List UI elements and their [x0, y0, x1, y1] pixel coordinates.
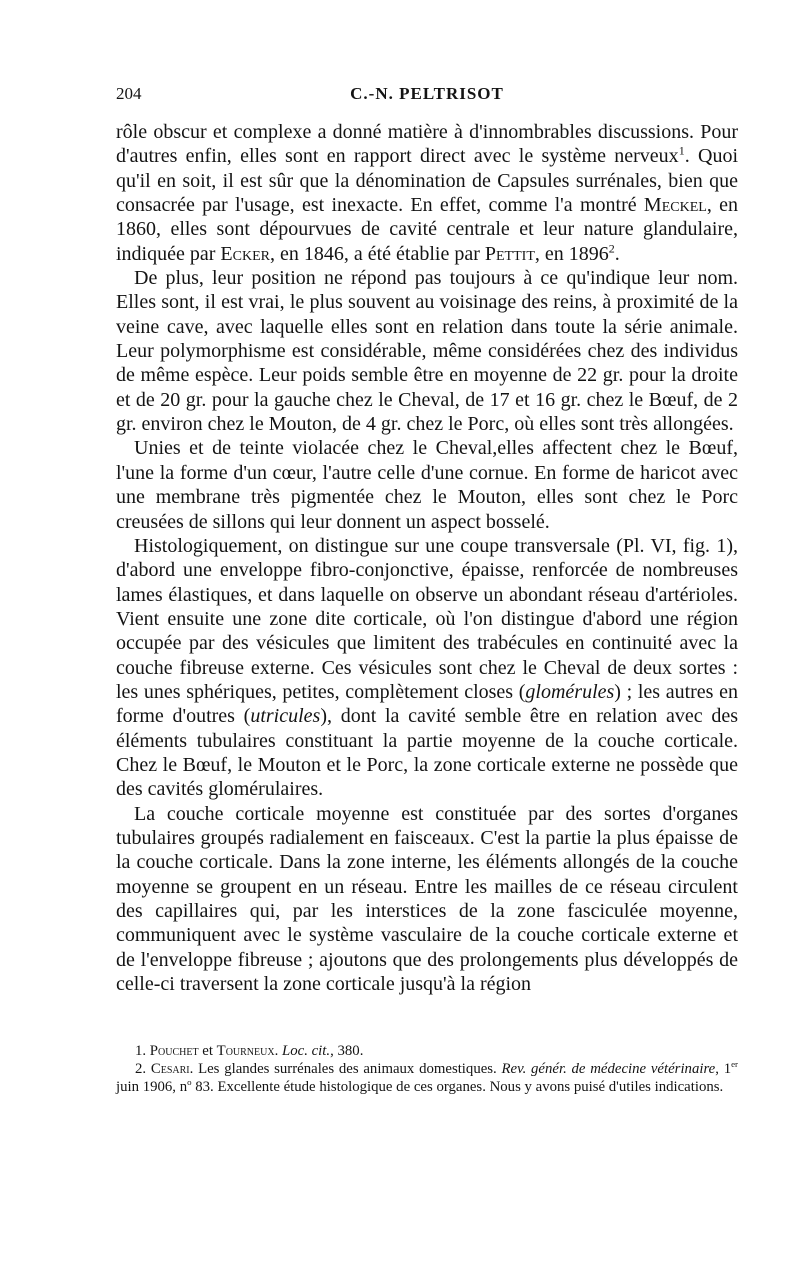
body-text [116, 120, 738, 996]
author-name: Ecker [220, 242, 270, 265]
text-run: , en 1860, elles sont dépourvues de cavité centrale et leur nature glandulaire, indiquée par [116, 194, 738, 265]
text-run: 2. [135, 1061, 151, 1078]
text-run: De plus, leur position ne répond pas toujours à ce qu'indique leur nom. Elles sont, il est vrai, le plus souvent au voisinage des reins, à proximité de la veine cave, avec laquelle elles sont en relation dans toute la série animale. Leur polymorphisme est considérable, même considérées chez des individus de même espèce. Leur poids semble être en moyenne de 22 gr. pour la droite et de 20 gr. pour la gauche chez le Cheval, de 17 et 16 gr. chez le Bœuf, de 2 gr. environ chez le Mouton, de 4 gr. chez le Porc, où elles sont très allongées. [116, 267, 738, 436]
text-run: , en 1846, a été établie par [269, 242, 485, 265]
text-run: Histologiquement, on distingue sur une coupe transversale (Pl. VI, fig. 1), d'abord une enveloppe fibro-conjonctive, épaisse, renforcée de nombreuses lames élastiques, et dans laquelle on observe un abondant réseau d'artérioles. Vient ensuite une zone dite corticale, où l'on distingue d'abord une région occupée par des vésicules que limitent des trabécules en continuité avec la couche fibreuse externe. Ces vésicules sont chez le Cheval de deux sortes : les unes sphériques, petites, complètement closes ( [116, 534, 738, 703]
text-run: 83. Excellente étude histologique de ces organes. Nous y avons puisé d'utiles indications. [191, 1079, 724, 1096]
text-run: juin 1906, n [116, 1079, 188, 1096]
text-run: , 380. [330, 1043, 364, 1060]
text-run: et [198, 1043, 217, 1060]
author-name: Pouchet [149, 1043, 199, 1060]
paragraph-3 [116, 436, 738, 533]
footnote-2 [116, 1060, 738, 1096]
paragraph-1 [116, 120, 738, 266]
text-run: 1. [135, 1043, 150, 1060]
paragraph-4 [116, 534, 738, 802]
page-number: 204 [116, 84, 142, 103]
running-title: C.-N. PELTRISOT [350, 84, 504, 103]
author-name: Pettit [484, 242, 535, 265]
author-name: Meckel [643, 194, 707, 217]
italic-text: Loc. cit. [282, 1043, 331, 1060]
text-run: La couche corticale moyenne est constituée par des sortes d'organes tubulaires groupés radialement en faisceaux. C'est la partie la plus épaisse de la couche corticale. Dans la zone interne, les éléments allongés de la couche moyenne se groupent en un réseau. Entre les mailles de ce réseau circulent des capillaires qui, par les interstices de la zone fasciculée moyenne, communiquent avec le système vasculaire de la couche corticale externe et de l'enveloppe fibreuse ; ajoutons que des prolongements plus développés de celle-ci traversent la zone corticale jusqu'à la région [116, 802, 738, 996]
footnote-1 [116, 1042, 738, 1060]
superscript: 2 [608, 241, 615, 256]
author-name: Cesari [150, 1061, 190, 1078]
paragraph-2 [116, 266, 738, 436]
text-run: . [274, 1043, 282, 1060]
italic-text: utricules [250, 705, 321, 728]
text-run: , en 1896 [534, 242, 609, 265]
footnotes [116, 1042, 738, 1096]
page-header [116, 84, 738, 106]
text-run: Unies et de teinte violacée chez le Cheval,elles affectent chez le Bœuf, l'une la forme d'un cœur, l'autre celle d'une cornue. En forme de haricot avec une membrane très pigmentée chez le Mouton, elles sont chez le Porc creusées de sillons qui leur donnent un aspect bosselé. [116, 437, 738, 533]
italic-text: Rev. génér. de médecine vétérinaire [501, 1061, 716, 1078]
italic-text: glomérules [525, 680, 615, 703]
text-run: ) ; les autres en forme d'outres ( [116, 680, 738, 728]
superscript: er [731, 1059, 739, 1070]
superscript: 1 [678, 143, 685, 158]
text-run: rôle obscur et complexe a donné matière à d'innombrables discussions. Pour d'autres enfin, elles sont en rapport direct avec le système nerveux [116, 121, 738, 168]
text-run: ), dont la cavité semble être en relation avec des éléments tubulaires constituant la partie moyenne de la couche corticale. Chez le Bœuf, le Mouton et le Porc, la zone corticale externe ne possède que des cavités glomérulaires. [116, 705, 738, 801]
paragraph-5 [116, 802, 738, 997]
text-run: . Quoi qu'il en soit, il est sûr que la dénomination de Capsules surrénales, bien que consacrée par l'usage, est inexacte. En effet, comme l'a montré [116, 145, 739, 217]
text-run: . [614, 242, 620, 265]
text-run: , 1 [715, 1061, 732, 1078]
author-name: Tourneux [216, 1043, 275, 1060]
text-run: . Les glandes surrénales des animaux domestiques. [189, 1061, 502, 1078]
superscript: o [187, 1077, 192, 1088]
